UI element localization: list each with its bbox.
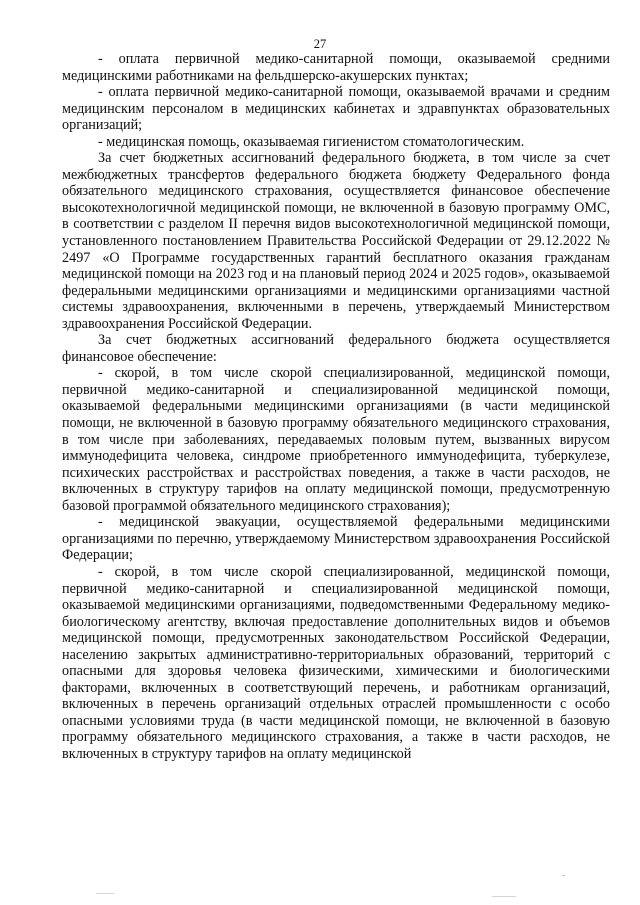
scan-mark bbox=[492, 896, 516, 897]
paragraph-dental-hygienist: - медицинская помощь, оказываемая гигиенистом стоматологическим. bbox=[98, 133, 525, 150]
document-body bbox=[62, 51, 610, 763]
paragraph-fmba-care: - скорой, в том числе скорой специализированной, медицинской помощи, первичной медико-санитарной и специализированной медицинской помощи, оказываемой медицинскими организациями, подведомственными Федеральному медико-биологическому агентству, включая предоставление дополнительных видов и объемов медицинской помощи, предусмотренных законодательством Российской Федерации, населению закрытых административно-территориальных образований, территорий с опасными для здоровья человека физическими, химическими и биологическими факторами, включенных в соответствующий перечень, и работникам организаций, включенных в перечень организаций отдельных отраслей промышленности с особо опасными условиями труда (в части медицинской помощи, не включенной в базовую программу обязательного медицинского страхования, а также в части расходов, не включенных в структуру тарифов на оплату медицинской bbox=[62, 563, 610, 762]
scan-mark bbox=[96, 893, 114, 894]
paragraph-fap-payment: - оплата первичной медико-санитарной помощи, оказываемой средними медицинскими работниками на фельдшерско-акушерских пунктах; bbox=[62, 51, 610, 84]
paragraph-federal-budget-funding: За счет бюджетных ассигнований федерального бюджета осуществляется финансовое обеспечение: bbox=[62, 332, 610, 365]
paragraph-high-tech-care-funding: За счет бюджетных ассигнований федерального бюджета, в том числе за счет межбюджетных трансфертов федерального бюджета бюджету Федерального фонда обязательного медицинского страхования, осуществляется финансовое обеспечение высокотехнологичной медицинской помощи, не включенной в базовую программу ОМС, в соответствии с разделом II перечня видов высокотехнологичной медицинской помощи, установленного постановлением Правительства Российской Федерации от 29.12.2022 № 2497 «О Программе государственных гарантий бесплатного оказания гражданам медицинской помощи на 2023 год и на плановый период 2024 и 2025 годов», оказываемой федеральными медицинскими организациями и медицинскими организациями частной системы здравоохранения, включенными в перечень, утверждаемый Министерством здравоохранения Российской Федерации. bbox=[62, 150, 610, 332]
paragraph-medical-evacuation: - медицинской эвакуации, осуществляемой федеральными медицинскими организациями по перечню, утверждаемому Министерством здравоохранения Российской Федерации; bbox=[62, 514, 610, 564]
paragraph-school-clinic-payment: - оплата первичной медико-санитарной помощи, оказываемой врачами и средним медицинским персоналом в медицинских кабинетах и здравпунктах образовательных организаций; bbox=[62, 84, 610, 134]
scan-mark bbox=[562, 875, 565, 876]
page-number: 27 bbox=[313, 37, 327, 51]
paragraph-federal-organizations-care: - скорой, в том числе скорой специализированной, медицинской помощи, первичной медико-санитарной и специализированной медицинской помощи, оказываемой федеральными медицинскими организациями (в части медицинской помощи, не включенной в базовую программу обязательного медицинского страхования, в том числе при заболеваниях, передаваемых половым путем, вызванных вирусом иммунодефицита человека, синдроме приобретенного иммунодефицита, туберкулезе, психических расстройствах и расстройствах поведения, а также в части расходов, не включенных в структуру тарифов на оплату медицинской помощи, предусмотренную базовой программой обязательного медицинского страхования); bbox=[62, 365, 610, 514]
